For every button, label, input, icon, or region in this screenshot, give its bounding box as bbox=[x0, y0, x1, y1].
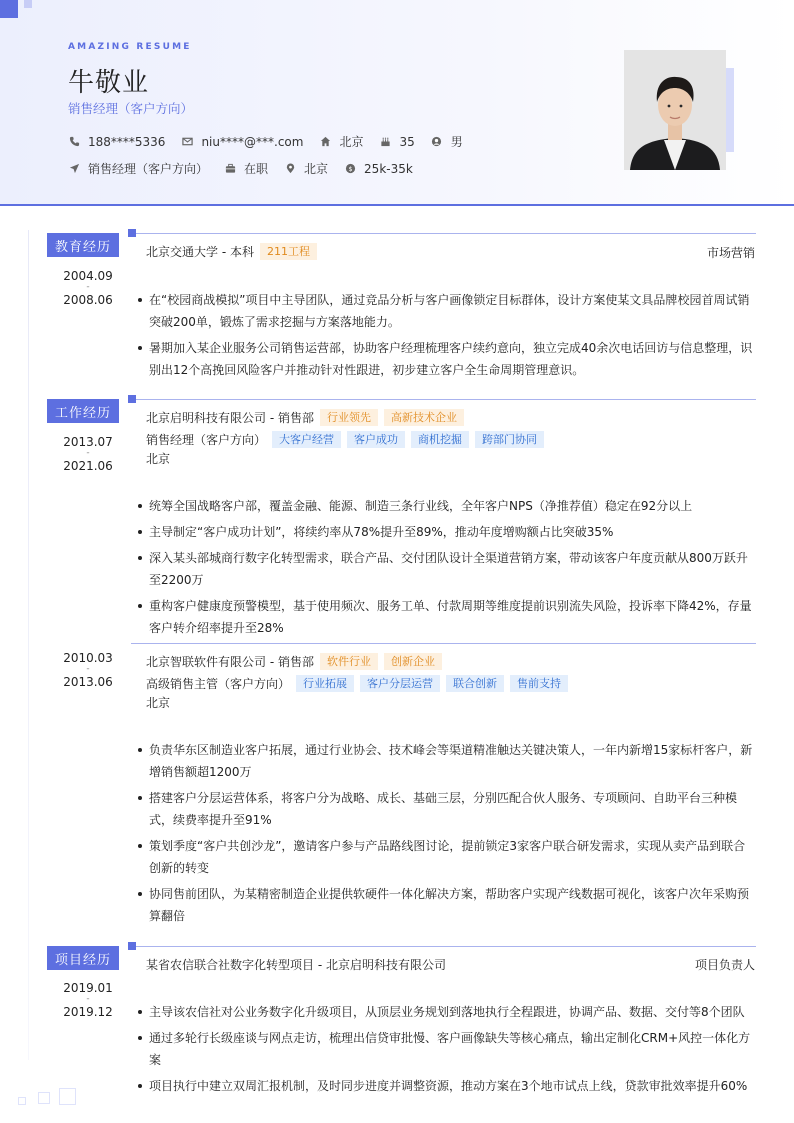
skill-tag: 行业拓展 bbox=[296, 675, 354, 692]
list-item: 负责华东区制造业客户拓展，通过行业协会、技术峰会等渠道精准触达关键决策人，一年内新增15家标杆客户，新增销售额超1200万 bbox=[137, 739, 755, 783]
list-item: 主导制定“客户成功计划”，将续约率从78%提升至89%，推动年度增购额占比突破35% bbox=[137, 521, 755, 543]
section-title-projects: 项目经历 bbox=[47, 946, 119, 970]
edu-bullet-list bbox=[137, 289, 755, 385]
date-separator: - bbox=[86, 448, 90, 458]
entry-divider bbox=[131, 643, 756, 644]
briefcase-icon bbox=[224, 163, 236, 175]
salary-item bbox=[344, 162, 413, 176]
home-icon bbox=[319, 136, 331, 148]
proj-role: 项目负责人 bbox=[694, 958, 755, 972]
money-icon bbox=[344, 163, 356, 175]
city-item bbox=[284, 160, 328, 177]
edu-end-date: 2008.06 bbox=[63, 293, 113, 307]
edu-school-tag: 211工程 bbox=[260, 243, 317, 260]
city-text: 北京 bbox=[304, 162, 329, 176]
company-tag: 高新技术企业 bbox=[384, 409, 464, 426]
resume-header bbox=[0, 0, 794, 206]
date-separator: - bbox=[86, 994, 90, 1004]
decor-square bbox=[0, 0, 18, 18]
section-title-education: 教育经历 bbox=[47, 233, 119, 257]
decor-square bbox=[38, 1092, 50, 1104]
email-text: niu****@***.com bbox=[201, 134, 304, 149]
section-divider bbox=[136, 399, 756, 400]
status-item bbox=[224, 160, 268, 177]
contact-row bbox=[68, 133, 479, 150]
intent-position-text: 销售经理（客户方向） bbox=[88, 162, 209, 176]
list-item: 协同售前团队，为某精密制造企业提供软硬件一体化解决方案，帮助客户实现产线数据可视化，该客户次年采购预算翻倍 bbox=[137, 883, 755, 927]
gender-text: 男 bbox=[450, 135, 463, 149]
gender-item bbox=[431, 133, 463, 150]
hometown-item bbox=[319, 133, 363, 150]
section-divider bbox=[136, 946, 756, 947]
gender-icon bbox=[431, 136, 443, 148]
edu-school-degree: 北京交通大学 - 本科 bbox=[146, 245, 254, 260]
section-marker bbox=[128, 395, 136, 403]
section-divider bbox=[136, 233, 756, 234]
work2-end-date: 2013.06 bbox=[63, 675, 113, 689]
phone-text: 188****5336 bbox=[88, 134, 166, 149]
skill-tag: 联合创新 bbox=[446, 675, 504, 692]
work1-position: 销售经理（客户方向） bbox=[146, 433, 267, 448]
skill-tag: 商机挖掘 bbox=[411, 431, 469, 448]
work2-position-row bbox=[146, 675, 568, 692]
proj-start-date: 2019.01 bbox=[63, 981, 113, 995]
list-item: 主导该农信社对公业务数字化升级项目，从顶层业务规划到落地执行全程跟进，协调产品、数据、交付等8个团队 bbox=[137, 1001, 755, 1023]
skill-tag: 售前支持 bbox=[510, 675, 568, 692]
intent-position-item bbox=[68, 160, 208, 177]
candidate-name: 牛敬业 bbox=[68, 68, 150, 98]
mail-icon bbox=[181, 136, 193, 148]
skill-tag: 跨部门协同 bbox=[475, 431, 544, 448]
work2-company bbox=[146, 653, 442, 670]
work1-company-dept: 北京启明科技有限公司 - 销售部 bbox=[146, 411, 314, 426]
list-item: 项目执行中建立双周汇报机制，及时同步进度并调整资源，推动方案在3个地市试点上线，贷款审批效率提升60% bbox=[137, 1075, 755, 1097]
work1-city: 北京 bbox=[146, 452, 171, 466]
proj-name: 某省农信联合社数字化转型项目 - 北京启明科技有限公司 bbox=[146, 958, 446, 972]
company-tag: 行业领先 bbox=[320, 409, 378, 426]
status-text: 在职 bbox=[244, 162, 269, 176]
age-item bbox=[379, 135, 414, 149]
section-title-work: 工作经历 bbox=[47, 399, 119, 423]
job-intent-row bbox=[68, 160, 429, 177]
list-item: 暑期加入某企业服务公司销售运营部，协助客户经理梳理客户续约意向，独立完成40余次电话回访与信息整理，识别出12个高挽回风险客户并推动针对性跟进，初步建立客户全生命周期管理意识。 bbox=[137, 337, 755, 381]
work2-city: 北京 bbox=[146, 696, 171, 710]
brand-label: AMAZING RESUME bbox=[68, 42, 192, 52]
send-icon bbox=[68, 163, 80, 175]
work1-company bbox=[146, 409, 464, 426]
profile-photo bbox=[624, 50, 726, 170]
section-marker bbox=[128, 229, 136, 237]
work2-position: 高级销售主管（客户方向） bbox=[146, 677, 291, 692]
work1-end-date: 2021.06 bbox=[63, 459, 113, 473]
work1-bullet-list bbox=[137, 495, 755, 643]
list-item: 在“校园商战模拟”项目中主导团队，通过竞品分析与客户画像锁定目标群体，设计方案使某文具品牌校园首周试销突破200单，锻炼了需求挖掘与方案落地能力。 bbox=[137, 289, 755, 333]
salary-text: 25k-35k bbox=[364, 161, 413, 176]
decor-square-small bbox=[24, 0, 32, 8]
skill-tag: 客户分层运营 bbox=[360, 675, 440, 692]
proj-end-date: 2019.12 bbox=[63, 1005, 113, 1019]
decor-square bbox=[59, 1088, 76, 1105]
location-icon bbox=[284, 163, 296, 175]
list-item: 通过多轮行长级座谈与网点走访，梳理出信贷审批慢、客户画像缺失等核心痛点，输出定制化CRM+风控一体化方案 bbox=[137, 1027, 755, 1071]
work2-company-dept: 北京智联软件有限公司 - 销售部 bbox=[146, 655, 314, 670]
proj-bullet-list bbox=[137, 1001, 755, 1101]
work1-start-date: 2013.07 bbox=[63, 435, 113, 449]
list-item: 策划季度“客户共创沙龙”，邀请客户参与产品路线图讨论，提前锁定3家客户联合研发需求，实现从卖产品到联合创新的转变 bbox=[137, 835, 755, 879]
edu-major: 市场营销 bbox=[706, 246, 755, 260]
age-text: 35 bbox=[399, 134, 415, 149]
date-separator: - bbox=[86, 664, 90, 674]
company-tag: 软件行业 bbox=[320, 653, 378, 670]
edu-start-date: 2004.09 bbox=[63, 269, 113, 283]
list-item: 重构客户健康度预警模型，基于使用频次、服务工单、付款周期等维度提前识别流失风险，投诉率下降42%，存量客户转介绍率提升至28% bbox=[137, 595, 755, 639]
hometown-text: 北京 bbox=[339, 135, 364, 149]
decor-square bbox=[18, 1097, 26, 1105]
list-item: 搭建客户分层运营体系，将客户分为战略、成长、基础三层，分别匹配合伙人服务、专项顾问、自助平台三种模式，续费率提升至91% bbox=[137, 787, 755, 831]
timeline-rail bbox=[28, 230, 29, 1060]
email-item bbox=[181, 135, 303, 149]
list-item: 深入某头部城商行数字化转型需求，联合产品、交付团队设计全渠道营销方案，带动该客户年度贡献从800万跃升至2200万 bbox=[137, 547, 755, 591]
skill-tag: 大客户经营 bbox=[272, 431, 341, 448]
work2-start-date: 2010.03 bbox=[63, 651, 113, 665]
target-position: 销售经理（客户方向） bbox=[68, 101, 194, 116]
edu-school bbox=[146, 243, 317, 260]
cake-icon bbox=[379, 136, 391, 148]
skill-tag: 客户成功 bbox=[347, 431, 405, 448]
date-separator: - bbox=[86, 282, 90, 292]
company-tag: 创新企业 bbox=[384, 653, 442, 670]
work2-bullet-list bbox=[137, 739, 755, 931]
work1-position-row bbox=[146, 431, 544, 448]
list-item: 统筹全国战略客户部，覆盖金融、能源、制造三条行业线，全年客户NPS（净推荐值）稳定在92分以上 bbox=[137, 495, 755, 517]
section-marker bbox=[128, 942, 136, 950]
phone-item bbox=[68, 135, 165, 149]
svg-text:$: $ bbox=[348, 164, 353, 173]
phone-icon bbox=[68, 136, 80, 148]
